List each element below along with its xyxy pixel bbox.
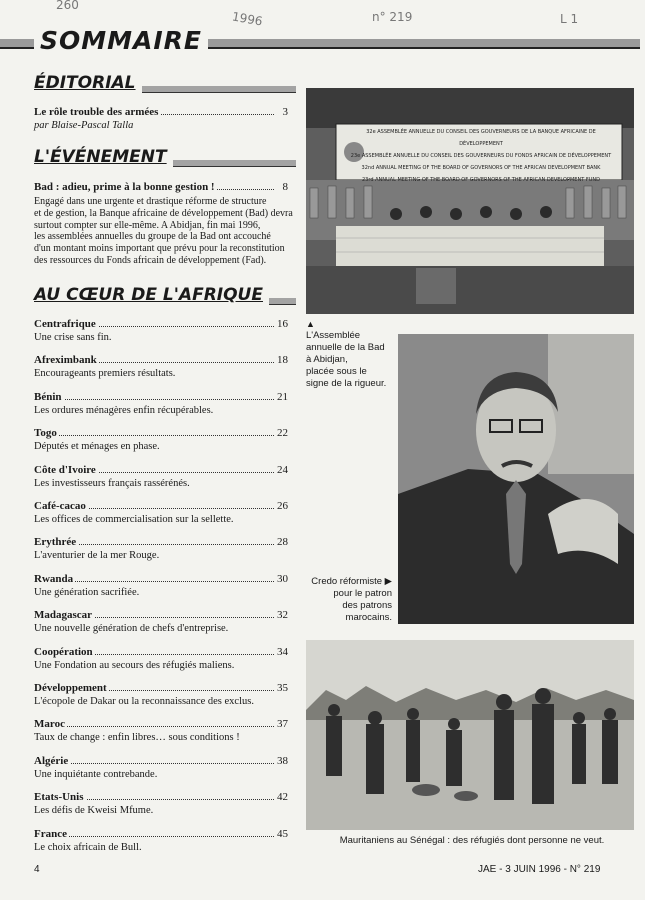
toc-entry-subtitle: Députés et ménages en phase. <box>34 441 160 452</box>
caption-assembly: ▲ L'Assemblée annuelle de la Bad à Abidjan, placée sous le signe de la rigueur. <box>306 319 387 389</box>
toc-entry-page: 21 <box>277 391 288 403</box>
toc-entry-title: Bad : adieu, prime à la bonne gestion ! <box>34 181 215 193</box>
toc-entry-page: 30 <box>277 573 288 585</box>
toc-entry-page: 37 <box>277 718 288 730</box>
toc-entry-title: France <box>34 828 67 840</box>
page-number: 4 <box>34 864 40 875</box>
toc-entry-page: 32 <box>277 609 288 621</box>
toc-entry-title: Madagascar <box>34 609 93 621</box>
toc-entry-title: Togo <box>34 427 57 439</box>
refugees-photo-art <box>306 640 634 830</box>
assembly-photo <box>306 88 634 314</box>
page-title: SOMMAIRE <box>34 26 208 55</box>
toc-entry-subtitle: Les investisseurs français rassérénés. <box>34 478 190 489</box>
toc-entry[interactable] <box>34 755 288 767</box>
evenement-summary <box>34 196 296 267</box>
toc-entry-subtitle: Encourageants premiers résultats. <box>34 368 176 379</box>
toc-entry[interactable] <box>34 682 288 694</box>
toc-entry-title: Erythrée <box>34 536 77 548</box>
toc-entry[interactable] <box>34 464 288 476</box>
caption-refugees: Mauritaniens au Sénégal : des réfugiés dont personne ne veut. <box>339 835 605 846</box>
toc-entry-page: 22 <box>277 427 288 439</box>
toc-entry-subtitle: Taux de change : enfin libres… sous conditions ! <box>34 732 240 743</box>
toc-entry-page: 38 <box>277 755 288 767</box>
portrait-photo <box>398 334 634 624</box>
caption-portrait: Credo réformiste ▶ pour le patron des patrons marocains. <box>311 576 392 623</box>
editorial-author: par Blaise-Pascal Talla <box>34 120 134 131</box>
refugees-photo <box>306 640 634 830</box>
toc-entry[interactable] <box>34 646 288 658</box>
toc-entry-page: 8 <box>282 181 288 193</box>
toc-entry-title: Bénin <box>34 391 62 403</box>
toc-entry-page: 18 <box>277 354 288 366</box>
toc-entry-subtitle: Les offices de commercialisation sur la sellette. <box>34 514 234 525</box>
toc-entry-title: Maroc <box>34 718 65 730</box>
toc-entry[interactable] <box>34 573 288 585</box>
toc-entry-title: Coopération <box>34 646 93 658</box>
summary-line: d'un montant moins important que prévu pour la reconstitution <box>34 243 285 255</box>
toc-entry[interactable] <box>34 718 288 730</box>
toc-entry-page: 24 <box>277 464 288 476</box>
handwritten-annotation: 260 <box>56 0 79 12</box>
toc-entry-subtitle: L'écopole de Dakar ou la reconnaissance des exclus. <box>34 696 254 707</box>
toc-entry-title: Centrafrique <box>34 318 96 330</box>
toc-entry-subtitle: Les défis de Kweisi Mfume. <box>34 805 154 816</box>
section-header-evenement <box>34 147 296 170</box>
caption-arrow: ▲ <box>306 319 315 329</box>
assembly-photo-art <box>306 88 634 314</box>
summary-line: surtout compter sur elle-même. A Abidjan, fin mai 1996, <box>34 219 261 231</box>
handwritten-annotation: 1996 <box>231 9 264 29</box>
toc-entry-page: 26 <box>277 500 288 512</box>
page-header <box>0 26 645 55</box>
toc-entry-page: 16 <box>277 318 288 330</box>
toc-entry-subtitle: Les ordures ménagères enfin récupérables. <box>34 405 214 416</box>
toc-entry-title: Rwanda <box>34 573 74 585</box>
toc-entry-subtitle: L'aventurier de la mer Rouge. <box>34 550 160 561</box>
issue-info: JAE - 3 JUIN 1996 - N° 219 <box>478 864 601 875</box>
summary-line: les assemblées annuelles du groupe de la Bad ont accouché <box>34 231 271 243</box>
toc-entry[interactable] <box>34 354 288 366</box>
toc-entry[interactable] <box>34 609 288 621</box>
section-header-afrique <box>34 285 296 308</box>
toc-entry-title: Algérie <box>34 755 69 767</box>
summary-line: des ressources du Fonds africain de développement (Fad). <box>34 254 267 266</box>
toc-entry[interactable] <box>34 318 288 330</box>
toc-entry-title: Le rôle trouble des armées <box>34 106 159 118</box>
toc-entry-subtitle: Le choix africain de Bull. <box>34 842 142 853</box>
toc-entry[interactable] <box>34 391 288 403</box>
toc-entry-evenement[interactable] <box>34 181 288 193</box>
portrait-photo-art <box>398 334 634 624</box>
toc-entry-subtitle: Une inquiétante contrebande. <box>34 769 158 780</box>
toc-entry[interactable] <box>34 500 288 512</box>
section-title: AU CŒUR DE L'AFRIQUE <box>34 285 269 305</box>
toc-entry-title: Afreximbank <box>34 354 97 366</box>
handwritten-annotation: L 1 <box>560 12 579 26</box>
toc-entry-title: Etats-Unis <box>34 791 84 803</box>
assembly-banner-text: 32e ASSEMBLÉE ANNUELLE DU CONSEIL DES GOUVERNEURS DE LA BANQUE AFRICAINE DE DÉVELOPPEMENT 23e ASSEMBLÉE ANNUELLE DU CONSEIL DES GOUVERNEURS DU FONDS AFRICAIN DE DÉVELOPPEMENT 32nd ANNUAL MEETING OF THE BOARD OF GOVERNORS OF THE AFRICAN DEVELOPMENT BANK 23rd ANNUAL MEETING OF THE BOARD OF GOVERNORS OF THE AFRICAN DEVELOPMENT FUND <box>350 129 612 183</box>
toc-entry[interactable] <box>34 536 288 548</box>
toc-entry-title: Développement <box>34 682 107 694</box>
toc-entry-subtitle: Une génération sacrifiée. <box>34 587 140 598</box>
toc-entry-title: Côte d'Ivoire <box>34 464 96 476</box>
toc-entry-page: 35 <box>277 682 288 694</box>
toc-entry-editorial[interactable] <box>34 106 288 118</box>
summary-line: et de gestion, la Banque africaine de développement (Bad) devra <box>34 207 293 219</box>
toc-entry-page: 42 <box>277 791 288 803</box>
toc-entry-page: 28 <box>277 536 288 548</box>
toc-entry[interactable] <box>34 828 288 840</box>
section-header-editorial <box>34 73 296 96</box>
toc-entry-page: 3 <box>282 106 288 118</box>
section-title: L'ÉVÉNEMENT <box>34 147 173 167</box>
toc-entry[interactable] <box>34 791 288 803</box>
toc-entry-subtitle: Une crise sans fin. <box>34 332 112 343</box>
handwritten-annotation: n° 219 <box>372 10 413 24</box>
toc-entry-page: 34 <box>277 646 288 658</box>
toc-entry-subtitle: Une Fondation au secours des réfugiés maliens. <box>34 660 235 671</box>
section-title: ÉDITORIAL <box>34 73 142 93</box>
toc-entry[interactable] <box>34 427 288 439</box>
toc-entry-subtitle: Une nouvelle génération de chefs d'entreprise. <box>34 623 229 634</box>
summary-line: Engagé dans une urgente et drastique réforme de structure <box>34 196 267 207</box>
toc-entry-title: Café-cacao <box>34 500 86 512</box>
toc-entry-page: 45 <box>277 828 288 840</box>
